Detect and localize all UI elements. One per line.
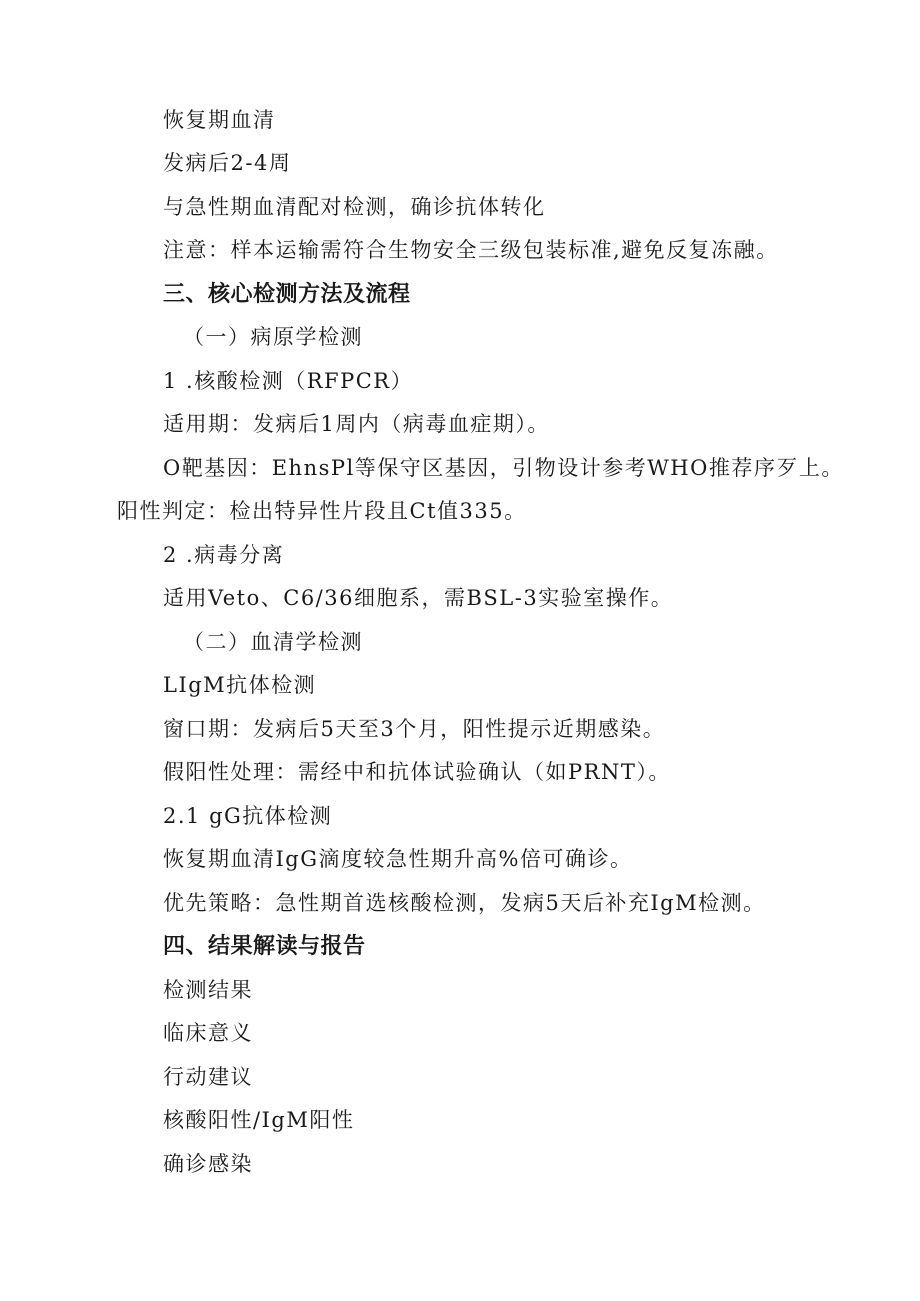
text-line-clinical-significance: 临床意义 xyxy=(163,1021,253,1045)
text-line-positive-criteria: 阳性判定：检出特异性片段且Ct值335。 xyxy=(117,499,527,523)
text-line-serum-recovery: 恢复期血清 xyxy=(163,108,276,132)
text-line-paired-test: 与急性期血清配对检测，确诊抗体转化 xyxy=(163,195,546,219)
text-line-confirmed-infection: 确诊感染 xyxy=(163,1152,253,1176)
text-line-nucleic-igm-positive: 核酸阳性/IgM阳性 xyxy=(163,1108,355,1132)
text-line-igg-titer: 恢复期血清IgG滴度较急性期升高%倍可确诊。 xyxy=(163,847,633,871)
text-line-applicable-period: 适用期：发病后1周内（病毒血症期）。 xyxy=(163,412,550,436)
item-heading-virus-isolation: 2 .病毒分离 xyxy=(163,543,285,567)
section-heading-4: 四、结果解读与报告 xyxy=(163,934,366,959)
item-heading-igm: LIgM抗体检测 xyxy=(163,673,317,697)
text-line-onset-weeks: 发病后2-4周 xyxy=(163,151,292,175)
text-line-action-advice: 行动建议 xyxy=(163,1065,253,1089)
item-heading-nucleic-acid: 1 .核酸检测（RFPCR） xyxy=(163,369,414,393)
text-line-false-positive: 假阳性处理：需经中和抗体试验确认（如PRNT）。 xyxy=(163,760,671,784)
subsection-heading-pathogen: （一）病原学检测 xyxy=(183,325,363,349)
subsection-heading-serology: （二）血清学检测 xyxy=(183,630,363,654)
item-heading-igg: 2.1 gG抗体检测 xyxy=(163,804,333,828)
text-line-test-result: 检测结果 xyxy=(163,978,253,1002)
text-line-transport-note: 注意：样本运输需符合生物安全三级包装标准,避免反复冻融。 xyxy=(163,238,779,262)
section-heading-3: 三、核心检测方法及流程 xyxy=(163,282,411,307)
text-line-priority-strategy: 优先策略：急性期首选核酸检测，发病5天后补充IgM检测。 xyxy=(163,891,766,915)
text-line-target-gene: O靶基因：EhnsPl等保守区基因，引物设计参考WHO推荐序歹上。 xyxy=(163,456,844,480)
text-line-cell-lines: 适用Veto、C6/36细胞系，需BSL-3实验室操作。 xyxy=(163,586,674,610)
text-line-window-period: 窗口期：发病后5天至3个月，阳性提示近期感染。 xyxy=(163,717,666,741)
